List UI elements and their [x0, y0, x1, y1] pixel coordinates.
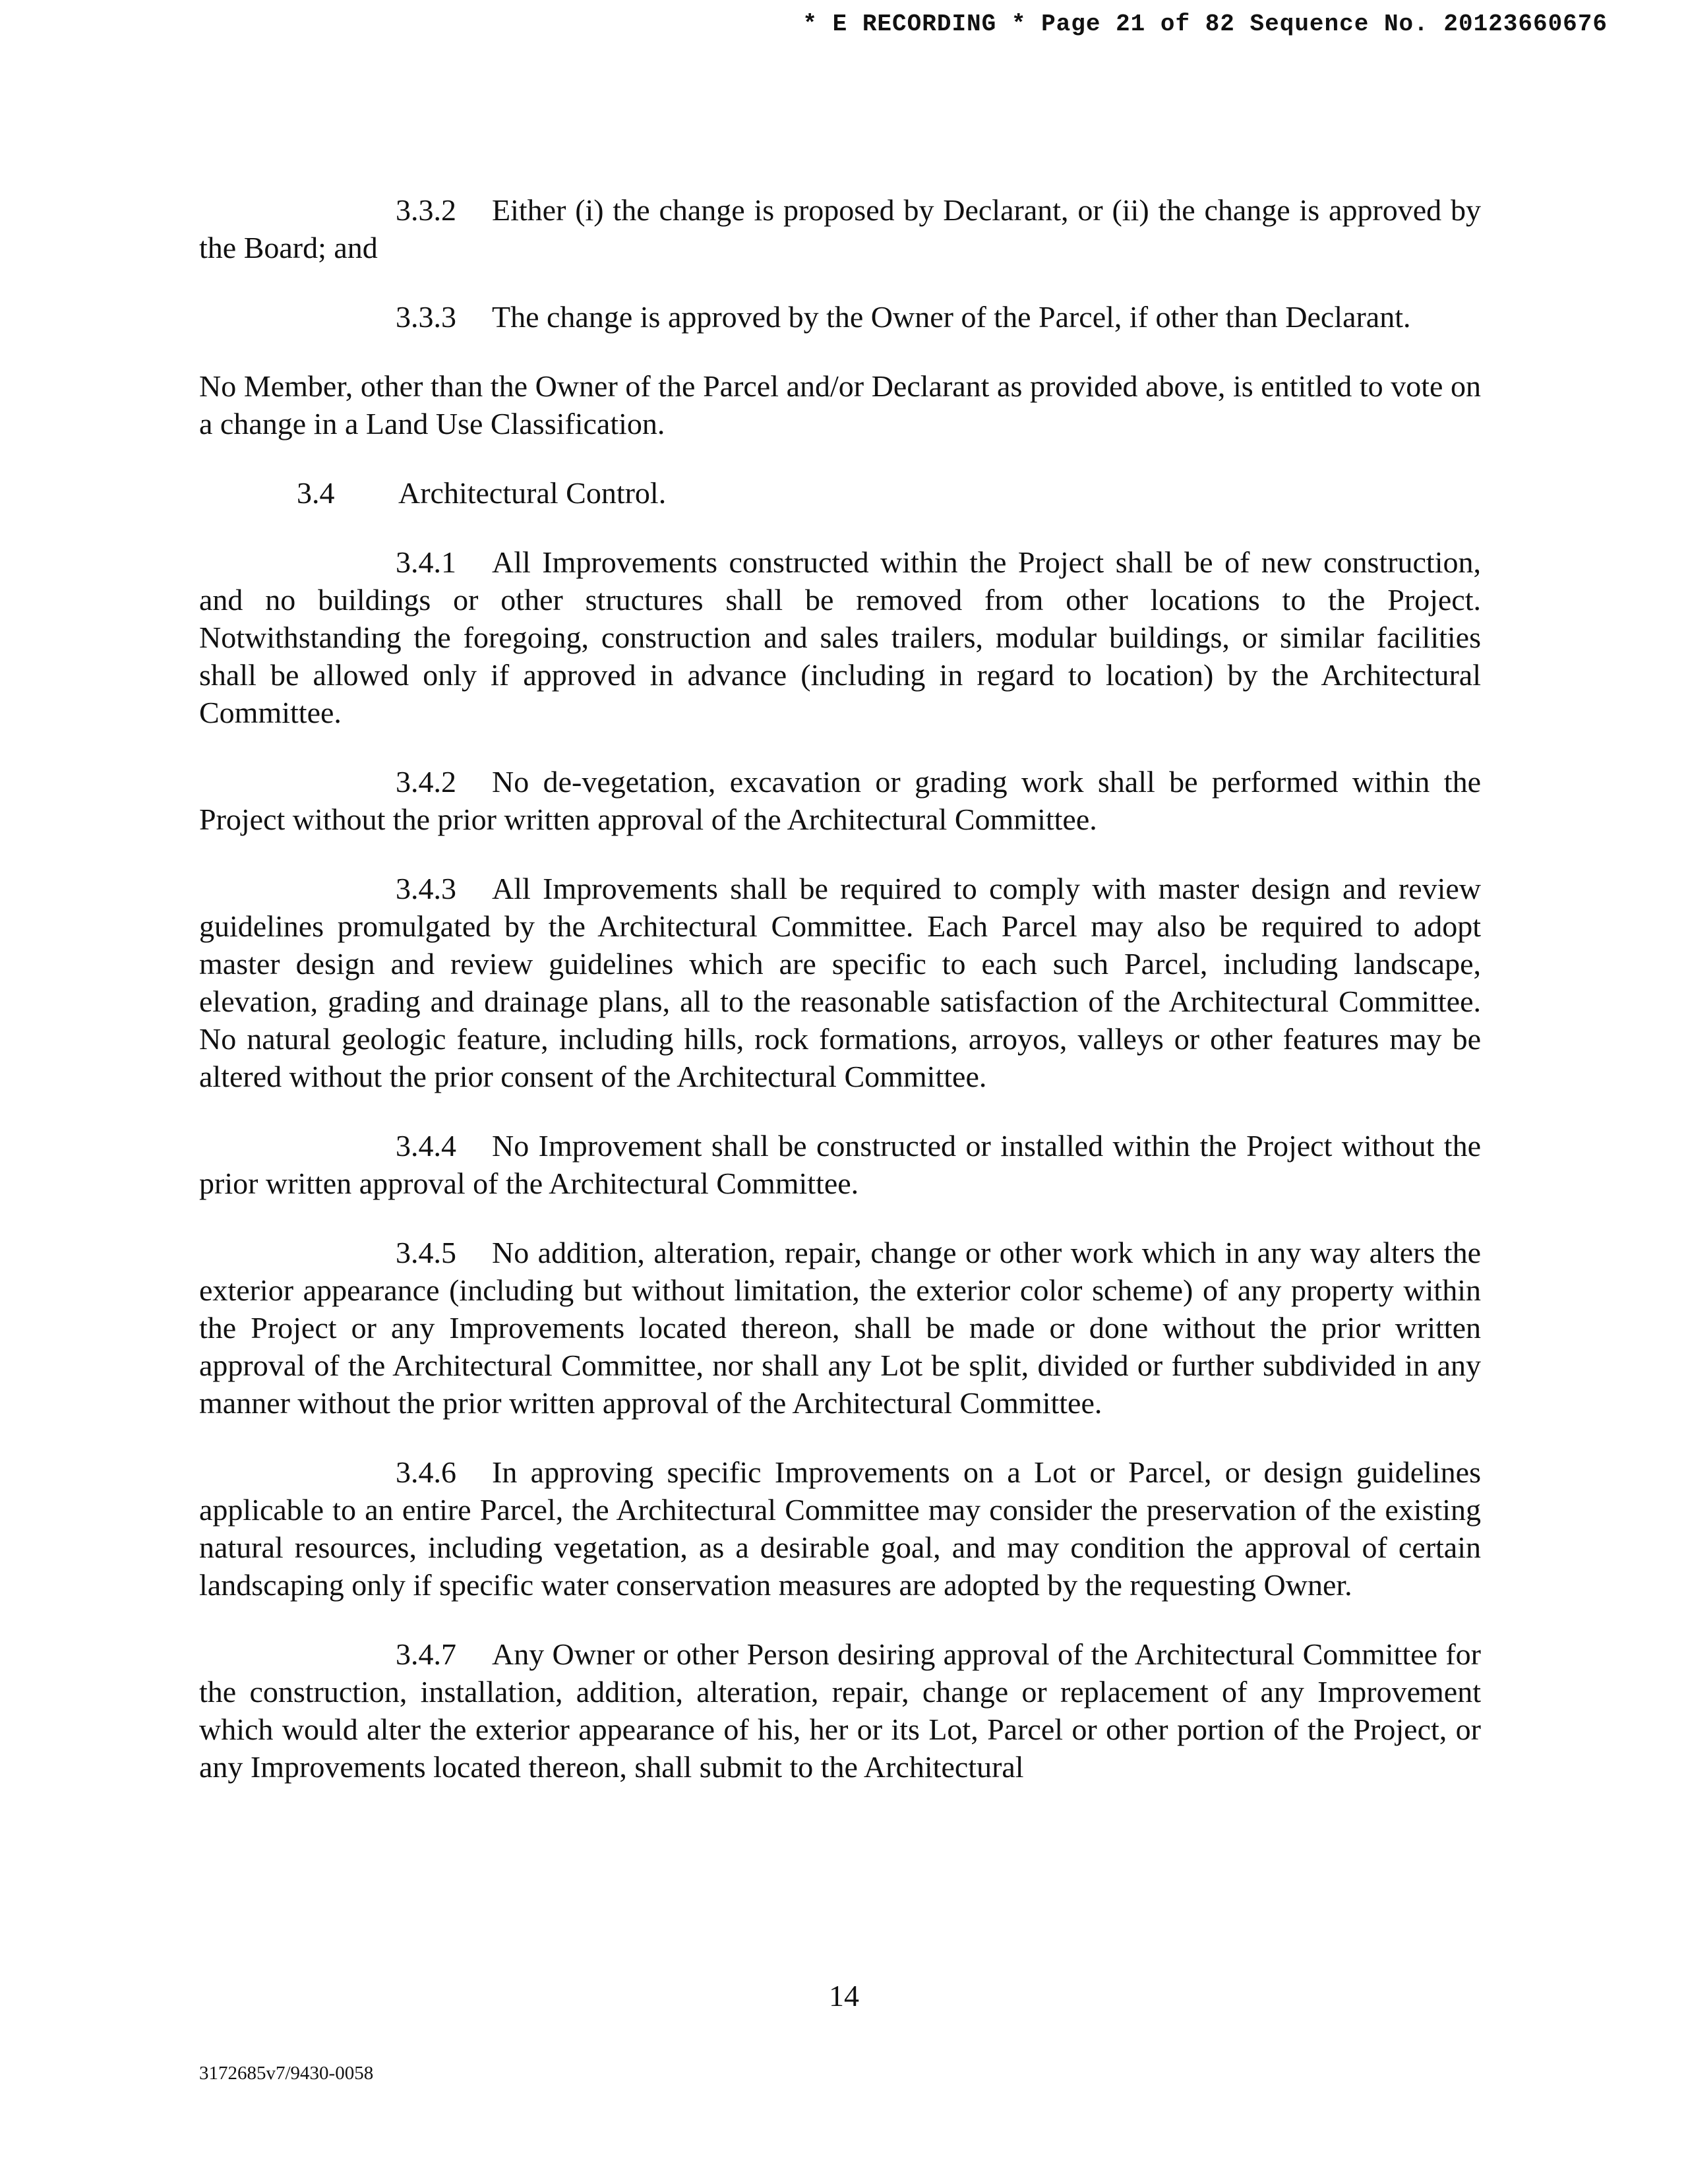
paragraph-number: 3.4.3: [396, 872, 456, 905]
page-number: 14: [829, 1979, 859, 2013]
paragraph-text: Either (i) the change is proposed by Declarant, or (ii) the change is approved by the Board; and: [199, 193, 1481, 264]
paragraph-number: 3.4.2: [396, 765, 456, 799]
paragraph-number: 3.4.6: [396, 1455, 456, 1489]
paragraph-3-4-6: [199, 1453, 1481, 1604]
section-heading-3-4: [297, 474, 1481, 512]
paragraph-number: 3.3.3: [396, 300, 456, 334]
paragraph-3-4-4: [199, 1127, 1481, 1202]
paragraph-3-4-7: [199, 1635, 1481, 1786]
paragraph-text: No de-vegetation, excavation or grading work shall be performed within the Project without the prior written approval of the Architectural Committee.: [199, 765, 1481, 836]
section-number: 3.4: [297, 476, 335, 510]
paragraph-3-4-1: [199, 543, 1481, 731]
paragraph-number: 3.4.5: [396, 1236, 456, 1269]
paragraph-number: 3.3.2: [396, 193, 456, 227]
paragraph-number: 3.4.7: [396, 1637, 456, 1671]
member-vote-paragraph: No Member, other than the Owner of the Parcel and/or Declarant as provided above, is entitled to vote on a change in a Land Use Classification.: [199, 369, 1481, 440]
paragraph-text: In approving specific Improvements on a Lot or Parcel, or design guidelines applicable to an entire Parcel, the Architectural Committee may consider the preservation of the existing natural resources, including vegetation, as a desirable goal, and may condition the approval of certain landscaping only if specific water conservation measures are adopted by the requesting Owner.: [199, 1455, 1481, 1602]
paragraph-3-4-5: [199, 1234, 1481, 1422]
paragraph-3-4-3: [199, 870, 1481, 1095]
section-title: Architectural Control.: [398, 476, 667, 510]
paragraph-text: All Improvements constructed within the Project shall be of new construction, and no buildings or other structures shall be removed from other locations to the Project. Notwithstanding the foregoing, construction and sales trailers, modular buildings, or similar facilities shall be allowed only if approved in advance (including in regard to location) by the Architectural Committee.: [199, 545, 1481, 729]
recording-header: * E RECORDING * Page 21 of 82 Sequence No. 20123660676: [802, 11, 1608, 38]
document-body: [199, 191, 1481, 1817]
paragraph-3-4-2: [199, 763, 1481, 838]
paragraph-3-3-3: [199, 298, 1481, 336]
paragraph-text: All Improvements shall be required to comply with master design and review guidelines promulgated by the Architectural Committee. Each Parcel may also be required to adopt master design and review guidelines which are specific to each such Parcel, including landscape, elevation, grading and drainage plans, all to the reasonable satisfaction of the Architectural Committee. No natural geologic feature, including hills, rock formations, arroyos, valleys or other features may be altered without the prior consent of the Architectural Committee.: [199, 872, 1481, 1093]
paragraph-3-3-2: [199, 191, 1481, 266]
document-id: 3172685v7/9430-0058: [199, 2063, 374, 2084]
paragraph-text: The change is approved by the Owner of the Parcel, if other than Declarant.: [492, 300, 1411, 334]
paragraph-number: 3.4.4: [396, 1129, 456, 1163]
paragraph-text: No addition, alteration, repair, change or other work which in any way alters the exterior appearance (including but without limitation, the exterior color scheme) of any property within the Project or any Improvements located thereon, shall be made or done without the prior written approval of the Architectural Committee, nor shall any Lot be split, divided or further subdivided in any manner without the prior written approval of the Architectural Committee.: [199, 1236, 1481, 1420]
paragraph-text: No Improvement shall be constructed or installed within the Project without the prior written approval of the Architectural Committee.: [199, 1129, 1481, 1200]
paragraph-number: 3.4.1: [396, 545, 456, 579]
paragraph-text: Any Owner or other Person desiring approval of the Architectural Committee for the construction, installation, addition, alteration, repair, change or replacement of any Improvement which would alter the exterior appearance of his, her or its Lot, Parcel or other portion of the Project, or any Improvements located thereon, shall submit to the Architectural: [199, 1637, 1481, 1784]
